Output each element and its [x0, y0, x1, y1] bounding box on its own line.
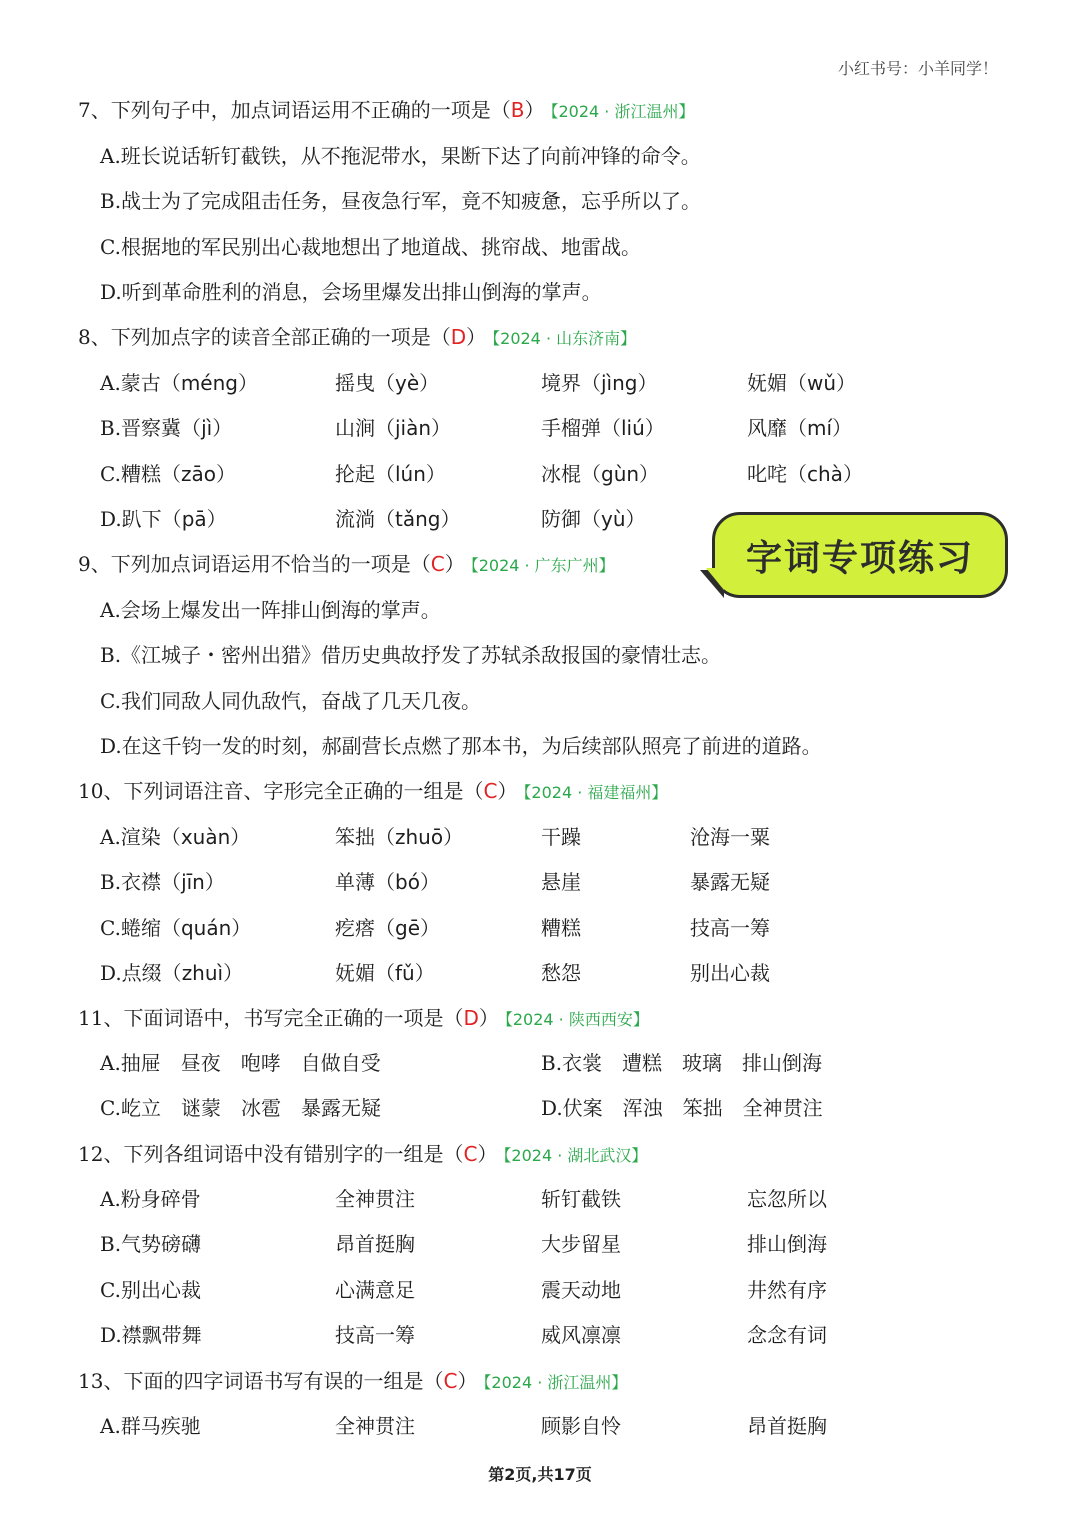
- question-close: ）: [524, 98, 545, 122]
- option-row: [0, 1409, 1080, 1443]
- option-word: 全神贯注: [335, 1187, 415, 1211]
- option-cell: [541, 911, 581, 945]
- option-cell: [100, 1227, 201, 1261]
- option-cell: [541, 1273, 621, 1307]
- option-word: 摇曳（: [335, 371, 395, 395]
- option-close: ）: [443, 825, 464, 849]
- pinyin: jīn: [181, 870, 205, 895]
- answer-letter: D: [463, 1006, 479, 1030]
- option-cell: [335, 1182, 415, 1216]
- option-cell: [747, 1227, 827, 1261]
- option-word: 妩媚（: [335, 960, 395, 985]
- option-word: C.别出心裁: [100, 1277, 201, 1302]
- option-cell: [690, 865, 770, 899]
- option-close: ）: [625, 506, 646, 531]
- answer-letter: C: [463, 1142, 478, 1166]
- option-cell: [690, 911, 770, 945]
- option-word: 单薄（: [335, 870, 395, 895]
- option-cell: [335, 865, 440, 899]
- option-cell: [541, 502, 646, 536]
- option-close: ）: [431, 416, 452, 441]
- answer-letter: B: [510, 98, 525, 122]
- pinyin: pā: [181, 506, 207, 531]
- option-cell: [100, 366, 258, 400]
- option-cell: [100, 1409, 201, 1443]
- question-text: 9、下列加点词语运用不恰当的一项是（: [78, 552, 431, 576]
- question-stem: [78, 547, 615, 581]
- option-cell: [100, 411, 232, 445]
- option-word: 沧海一粟: [690, 825, 770, 849]
- question-text: 8、下列加点字的读音全部正确的一项是（: [78, 325, 451, 349]
- option-word: A.粉身碎骨: [100, 1187, 201, 1211]
- option-word: 全神贯注: [335, 1414, 415, 1438]
- option-word: 昂首挺胸: [747, 1414, 827, 1438]
- option-word: C.糟糕（: [100, 461, 181, 486]
- option-close: ）: [414, 960, 435, 985]
- option-cell: [690, 820, 770, 854]
- option-word: A.蒙古（: [100, 371, 181, 395]
- option-cell: [335, 411, 451, 445]
- option-word: B.衣襟（: [100, 870, 182, 895]
- pinyin: tǎng: [395, 506, 441, 531]
- source-tag: 【2024 · 福建福州】: [523, 783, 668, 802]
- option-cell: [541, 457, 659, 491]
- option-close: ）: [832, 416, 853, 441]
- question-close: ）: [478, 1006, 499, 1030]
- option-close: ）: [237, 371, 258, 395]
- option-word: D.襟飘带舞: [100, 1322, 202, 1347]
- option-word: A.群马疾驰: [100, 1414, 201, 1438]
- question-stem: [78, 320, 636, 354]
- source-tag: 【2024 · 山东济南】: [492, 329, 637, 348]
- source-tag: 【2024 · 浙江温州】: [483, 1373, 628, 1392]
- option-cell: [541, 1182, 621, 1216]
- option-cell: [541, 820, 581, 854]
- question-close: ）: [466, 325, 487, 349]
- option-cell: [100, 865, 225, 899]
- pinyin: yù: [601, 506, 626, 531]
- option-cell: [747, 1409, 827, 1443]
- option-line: B.《江城子・密州出猎》借历史典故抒发了苏轼杀敌报国的豪情壮志。: [100, 643, 722, 668]
- option-close: ）: [419, 371, 440, 395]
- source-tag: 【2024 · 广东广州】: [470, 556, 615, 575]
- option-cell: [335, 457, 446, 491]
- option-close: ）: [420, 915, 440, 940]
- option-line: A.班长说话斩钉截铁，从不拖泥带水，果断下达了向前冲锋的命令。: [100, 144, 701, 168]
- option-row: [0, 366, 1080, 400]
- option-cell: [100, 956, 243, 990]
- pinyin: lún: [395, 461, 426, 486]
- option-word: B.气势磅礴: [100, 1232, 202, 1257]
- pinyin: méng: [180, 371, 238, 395]
- option-word: 别出心裁: [690, 960, 770, 985]
- question-stem: [78, 1137, 647, 1171]
- badge-tail-inner: [706, 568, 724, 590]
- option-cell: [100, 820, 250, 854]
- option-row: [0, 1046, 1080, 1080]
- option-row: [0, 1182, 1080, 1216]
- option-word: 手榴弹（: [541, 416, 621, 441]
- badge-bubble: [712, 512, 1008, 598]
- option-cell: [100, 1091, 381, 1125]
- option-word: B.晋察冀（: [100, 416, 202, 441]
- option-cell: [335, 1318, 415, 1352]
- option-cell: [541, 1046, 822, 1080]
- option-word: 大步留星: [541, 1232, 621, 1257]
- option-close: ）: [440, 506, 461, 531]
- option-word: 斩钉截铁: [541, 1187, 621, 1211]
- option-word: 防御（: [541, 506, 601, 531]
- badge-label: 字词专项练习: [745, 537, 974, 579]
- option-cell: [690, 956, 770, 990]
- option-word: 忘忽所以: [747, 1187, 827, 1211]
- option-cell: [541, 956, 581, 990]
- option-word: B.衣裳 遭糕 玻璃 排山倒海: [541, 1051, 823, 1075]
- option-line: A.会场上爆发出一阵排山倒海的掌声。: [100, 598, 441, 622]
- option-close: ）: [836, 371, 857, 395]
- option-cell: [335, 502, 460, 536]
- option-word: 妩媚（: [747, 371, 807, 395]
- option-cell: [335, 820, 463, 854]
- pinyin: gùn: [601, 461, 640, 486]
- question-close: ）: [477, 1142, 498, 1166]
- question-stem: [78, 1364, 627, 1398]
- option-close: ）: [215, 461, 236, 486]
- pinyin: yè: [395, 371, 420, 395]
- pinyin: quán: [180, 915, 232, 940]
- option-word: 愁怨: [541, 960, 581, 985]
- question-stem: [78, 1001, 649, 1035]
- option-word: 笨拙（: [335, 825, 395, 849]
- option-close: ）: [637, 371, 658, 395]
- option-cell: [747, 1182, 827, 1216]
- option-close: ）: [206, 506, 227, 531]
- option-cell: [335, 1227, 415, 1261]
- option-word: A.抽屉 昼夜 咆哮 自做自受: [100, 1051, 381, 1075]
- pinyin: gē: [395, 915, 420, 940]
- question-text: 10、下列词语注音、字形完全正确的一组是（: [78, 779, 484, 803]
- question-close: ）: [444, 552, 465, 576]
- option-word: 风靡（: [747, 416, 807, 441]
- option-close: ）: [644, 416, 665, 441]
- pinyin: bó: [395, 870, 420, 895]
- option-cell: [100, 1182, 201, 1216]
- option-close: ）: [425, 461, 446, 486]
- option-cell: [541, 366, 657, 400]
- question-close: ）: [457, 1369, 478, 1393]
- option-row: [0, 1273, 1080, 1307]
- option-cell: [747, 1318, 827, 1352]
- pinyin: jì: [201, 416, 213, 441]
- question-text: 13、下面的四字词语书写有误的一组是（: [78, 1369, 444, 1393]
- option-word: 昂首挺胸: [335, 1232, 415, 1257]
- option-cell: [100, 1273, 201, 1307]
- option-word: 冰棍（: [541, 461, 601, 486]
- option-line: D.听到革命胜利的消息，会场里爆发出排山倒海的掌声。: [100, 279, 602, 304]
- option-word: 顾影自怜: [541, 1414, 621, 1438]
- watermark-text: 小红书号：小羊同学！: [837, 59, 998, 78]
- pinyin: zāo: [180, 461, 216, 486]
- option-cell: [747, 366, 856, 400]
- option-word: 干躁: [541, 825, 581, 849]
- option-line: B.战士为了完成阻击任务，昼夜急行军，竟不知疲惫，忘乎所以了。: [100, 189, 702, 214]
- option-cell: [335, 956, 435, 990]
- option-word: 流淌（: [335, 506, 395, 531]
- page-footer: 第2页,共17页: [488, 1465, 592, 1484]
- question-stem: [78, 774, 667, 808]
- option-word: 心满意足: [335, 1277, 415, 1302]
- option-cell: [100, 1046, 381, 1080]
- source-tag: 【2024 · 陕西西安】: [504, 1010, 649, 1029]
- pinyin: wǔ: [807, 371, 837, 395]
- option-close: ）: [212, 416, 233, 441]
- question-text: 11、下面词语中，书写完全正确的一项是（: [78, 1006, 464, 1030]
- pinyin: mí: [807, 416, 833, 441]
- question-text: 12、下列各组词语中没有错别字的一组是（: [78, 1142, 464, 1166]
- pinyin: jiàn: [395, 416, 432, 441]
- option-word: 糟糕: [541, 915, 581, 940]
- option-row: [0, 457, 1080, 491]
- option-word: 疙瘩（: [335, 915, 395, 940]
- option-word: 井然有序: [747, 1277, 827, 1302]
- option-close: ）: [419, 870, 440, 895]
- pinyin: zhuì: [181, 960, 224, 985]
- option-cell: [747, 411, 852, 445]
- source-tag: 【2024 · 浙江温州】: [550, 102, 695, 121]
- option-close: ）: [204, 870, 225, 895]
- option-cell: [100, 502, 227, 536]
- option-word: D.点缀（: [100, 960, 182, 985]
- option-word: 排山倒海: [747, 1232, 827, 1257]
- option-close: ）: [230, 825, 251, 849]
- option-row: [0, 865, 1080, 899]
- option-word: 境界（: [541, 371, 601, 395]
- pinyin: chà: [807, 461, 843, 486]
- option-close: ）: [639, 461, 660, 486]
- option-row: [0, 1091, 1080, 1125]
- option-cell: [100, 1318, 202, 1352]
- answer-letter: C: [443, 1369, 458, 1393]
- option-cell: [335, 1273, 415, 1307]
- option-word: D.趴下（: [100, 506, 182, 531]
- option-line: C.我们同敌人同仇敌忾，奋战了几天几夜。: [100, 688, 481, 713]
- pinyin: jìng: [601, 371, 638, 395]
- option-cell: [541, 1409, 621, 1443]
- option-cell: [335, 1409, 415, 1443]
- pinyin: fǔ: [395, 960, 415, 985]
- answer-letter: C: [430, 552, 445, 576]
- option-word: 悬崖: [541, 870, 581, 895]
- option-word: 震天动地: [541, 1277, 621, 1302]
- option-cell: [100, 911, 251, 945]
- option-cell: [335, 911, 440, 945]
- option-word: C.屹立 谜蒙 冰雹 暴露无疑: [100, 1096, 381, 1121]
- option-row: [0, 1318, 1080, 1352]
- option-cell: [541, 411, 665, 445]
- option-word: 叱咤（: [747, 461, 807, 486]
- question-close: ）: [497, 779, 518, 803]
- option-row: [0, 820, 1080, 854]
- option-word: D.伏案 浑浊 笨拙 全神贯注: [541, 1096, 823, 1121]
- option-word: 技高一筹: [335, 1322, 415, 1347]
- option-close: ）: [223, 960, 244, 985]
- option-word: 暴露无疑: [690, 870, 770, 895]
- option-cell: [541, 1091, 823, 1125]
- option-close: ）: [842, 461, 863, 486]
- option-close: ）: [231, 915, 252, 940]
- answer-letter: C: [483, 779, 498, 803]
- option-word: 山涧（: [335, 416, 395, 441]
- answer-letter: D: [450, 325, 467, 349]
- option-word: 威风凛凛: [541, 1322, 621, 1347]
- option-row: [0, 956, 1080, 990]
- pinyin: zhuō: [395, 825, 444, 849]
- option-word: C.蜷缩（: [100, 915, 181, 940]
- source-tag: 【2024 · 湖北武汉】: [503, 1146, 648, 1165]
- option-row: [0, 1227, 1080, 1261]
- option-cell: [541, 1318, 621, 1352]
- option-cell: [100, 457, 236, 491]
- option-cell: [541, 1227, 621, 1261]
- option-row: [0, 911, 1080, 945]
- pinyin: xuàn: [180, 825, 231, 849]
- option-line: D.在这千钧一发的时刻，郝副营长点燃了那本书，为后续部队照亮了前进的道路。: [100, 733, 822, 758]
- option-row: [0, 411, 1080, 445]
- option-line: C.根据地的军民别出心裁地想出了地道战、挑帘战、地雷战。: [100, 234, 641, 259]
- option-word: 抡起（: [335, 461, 395, 486]
- option-word: 念念有词: [747, 1322, 827, 1347]
- option-cell: [335, 366, 439, 400]
- option-cell: [747, 457, 863, 491]
- question-stem: [78, 93, 694, 127]
- option-word: 技高一筹: [690, 915, 770, 940]
- question-text: 7、下列句子中，加点词语运用不正确的一项是（: [78, 98, 511, 122]
- option-word: A.渲染（: [100, 825, 181, 849]
- pinyin: liú: [621, 416, 645, 441]
- option-cell: [541, 865, 581, 899]
- option-cell: [747, 1273, 827, 1307]
